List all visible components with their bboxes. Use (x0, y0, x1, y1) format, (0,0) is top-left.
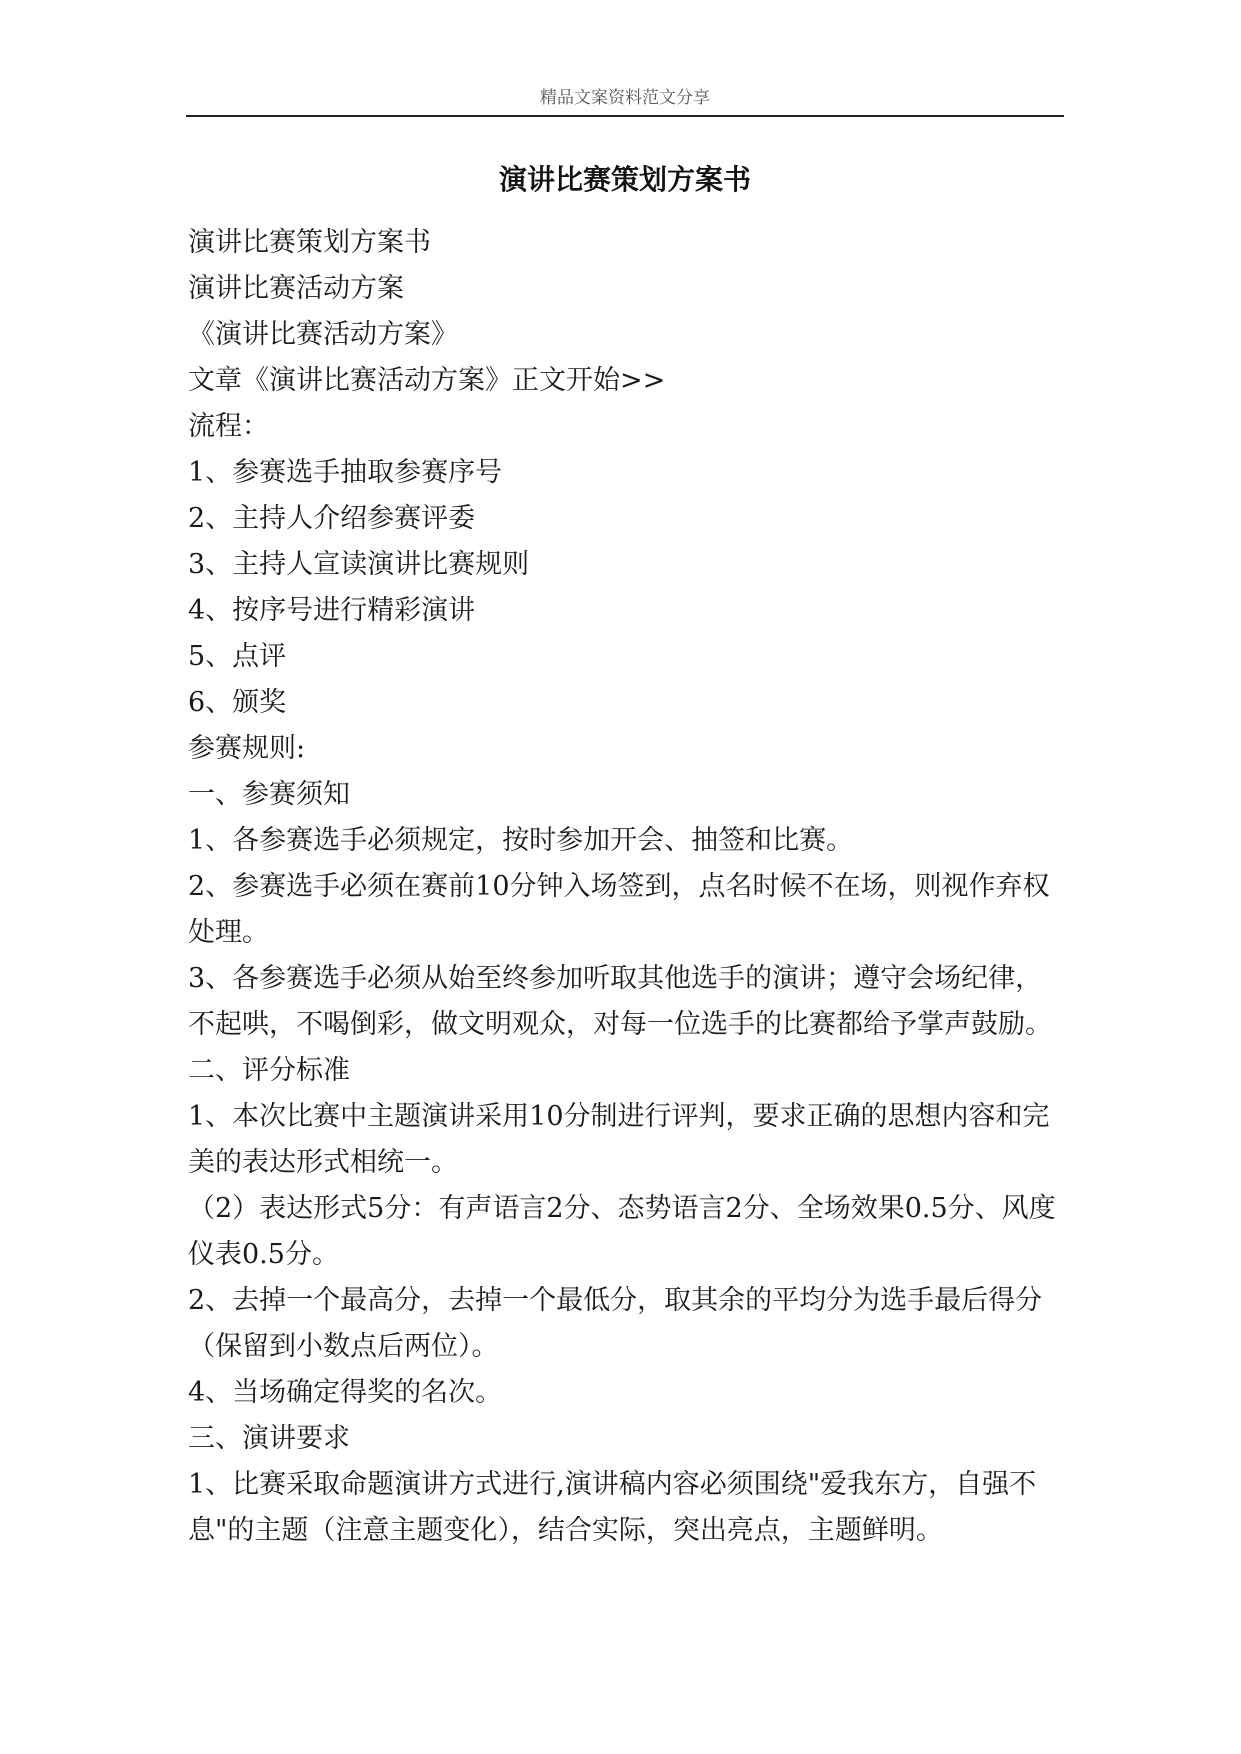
paragraph: 演讲比赛策划方案书 (188, 227, 431, 258)
list-item: 1、比赛采取命题演讲方式进行,演讲稿内容必须围绕"爱我东方，自强不息"的主题（注意主题变化），结合实际，突出亮点，主题鲜明。 (188, 1469, 1037, 1546)
list-item: 1、各参赛选手必须规定，按时参加开会、抽签和比赛。 (188, 825, 854, 856)
document-title: 演讲比赛策划方案书 (498, 163, 751, 196)
list-item: 4、按序号进行精彩演讲 (188, 595, 476, 626)
section-heading: 参赛规则: (188, 733, 306, 764)
list-item: 2、去掉一个最高分，去掉一个最低分，取其余的平均分为选手最后得分（保留到小数点后两位）。 (188, 1285, 1043, 1362)
list-item: 5、点评 (188, 641, 287, 672)
section-heading: 流程： (188, 411, 269, 442)
section-heading: 三、演讲要求 (188, 1423, 350, 1454)
section-heading: 二、评分标准 (188, 1055, 350, 1086)
list-item: 1、本次比赛中主题演讲采用10分制进行评判，要求正确的思想内容和完美的表达形式相统一。 (188, 1101, 1050, 1178)
paragraph: 演讲比赛活动方案 (188, 273, 404, 304)
paragraph: 《演讲比赛活动方案》 (188, 319, 458, 350)
page-header (186, 84, 1064, 117)
section-heading: 一、参赛须知 (188, 779, 350, 810)
list-item: 4、当场确定得奖的名次。 (188, 1377, 503, 1408)
list-item: 1、参赛选手抽取参赛序号 (188, 457, 503, 488)
list-item: 2、主持人介绍参赛评委 (188, 503, 476, 534)
list-item: （2）表达形式5分：有声语言2分、态势语言2分、全场效果0.5分、风度仪表0.5分。 (188, 1193, 1056, 1270)
list-item: 3、主持人宣读演讲比赛规则 (188, 549, 530, 580)
list-item: 3、各参赛选手必须从始至终参加听取其他选手的演讲；遵守会场纪律，不起哄，不喝倒彩，做文明观众，对每一位选手的比赛都给予掌声鼓励。 (188, 963, 1052, 1040)
list-item: 2、参赛选手必须在赛前10分钟入场签到，点名时候不在场，则视作弃权处理。 (188, 871, 1050, 948)
paragraph: 文章《演讲比赛活动方案》正文开始>> (188, 365, 666, 396)
header-text: 精品文案资料范文分享 (540, 88, 710, 108)
list-item: 6、颁奖 (188, 687, 287, 718)
document-body (188, 220, 1064, 1554)
